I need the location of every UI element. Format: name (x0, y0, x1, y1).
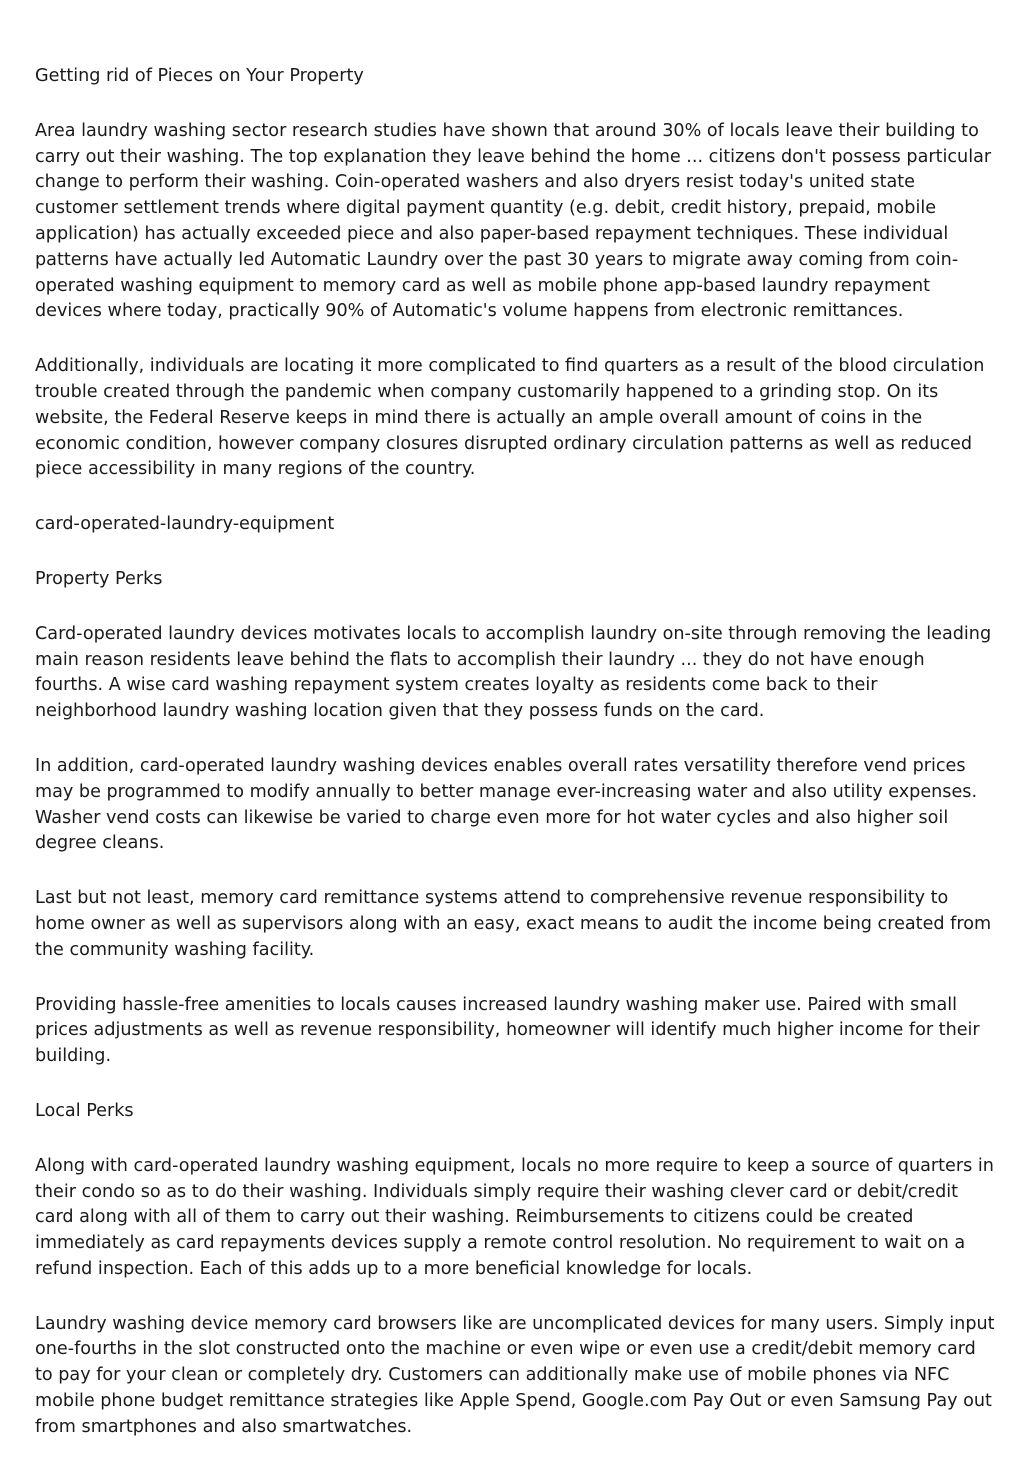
section-heading-property-perks: Property Perks (35, 568, 163, 589)
paragraph-pricing-flexibility: In addition, card-operated laundry washing devices enables overall rates versatility therefore vend prices may be programmed to modify annually to better manage ever-increasing water and also utility expenses. Washer vend costs can likewise be varied to charge even more for hot water cycles and also higher soil degree cleans. (35, 755, 978, 854)
paragraph-revenue-accountability: Last but not least, memory card remittance systems attend to comprehensive revenue responsibility to home owner as well as supervisors along with an easy, exact means to audit the income being created from the community washing facility. (35, 888, 992, 960)
paragraph-no-quarters: Along with card-operated laundry washing equipment, locals no more require to keep a source of quarters in their condo so as to do their washing. Individuals simply require their washing clever card or debit/credit card along with all of them to carry out their washing. Reimbursements to citizens could be created immediately as card repayments devices supply a remote control resolution. No requirement to wait on a refund inspection. Each of this adds up to a more beneficial knowledge for locals. (35, 1155, 994, 1279)
paragraph-coin-shortage: Additionally, individuals are locating it more complicated to find quarters as a result of the blood circulation trouble created through the pandemic when company customarily happened to a grinding stop. On its website, the Federal Reserve keeps in mind there is actually an ample overall amount of coins in the economic condition, however company closures disrupted ordinary circulation patterns as well as reduced piece accessibility in many regions of the country. (35, 356, 985, 480)
paragraph-amenities: Providing hassle-free amenities to locals causes increased laundry washing maker use. Paired with small prices adjustments as well as revenue responsibility, homeowner will identify much higher income for their building. (35, 994, 980, 1067)
section-heading-local-perks: Local Perks (35, 1100, 134, 1121)
paragraph-laundry-research: Area laundry washing sector research studies have shown that around 30% of locals leave their building to carry out their washing. The top explanation they leave behind the home ... citizens don't possess particular change to perform their washing. Coin-operated washers and also dryers resist today's united state customer settlement trends where digital payment quantity (e.g. debit, credit history, prepaid, mobile application) has actually exceeded piece and also paper-based repayment techniques. These individual patterns have actually led Automatic Laundry over the past 30 years to migrate away coming from coin-operated washing equipment to memory card as well as mobile phone app-based laundry repayment devices where today, practically 90% of Automatic's volume happens from electronic remittances. (35, 120, 992, 322)
paragraph-onsite-laundry: Card-operated laundry devices motivates locals to accomplish laundry on-site through removing the leading main reason residents leave behind the flats to accomplish their laundry ... they do not have enough fourths. A wise card washing repayment system creates loyalty as residents come back to their neighborhood laundry washing location given that they possess funds on the card. (35, 623, 992, 722)
paragraph-card-readers: Laundry washing device memory card browsers like are uncomplicated devices for many users. Simply input one-fourths in the slot constructed onto the machine or even wipe or even use a credit/debit memory card to pay for your clean or completely dry. Customers can additionally make use of mobile phones via NFC mobile phone budget remittance strategies like Apple Spend, Google.com Pay Out or even Samsung Pay out from smartphones and also smartwatches. (35, 1313, 995, 1437)
document-body (35, 64, 995, 1470)
document-title: Getting rid of Pieces on Your Property (35, 66, 364, 86)
image-caption-text: card-operated-laundry-equipment (35, 514, 335, 535)
